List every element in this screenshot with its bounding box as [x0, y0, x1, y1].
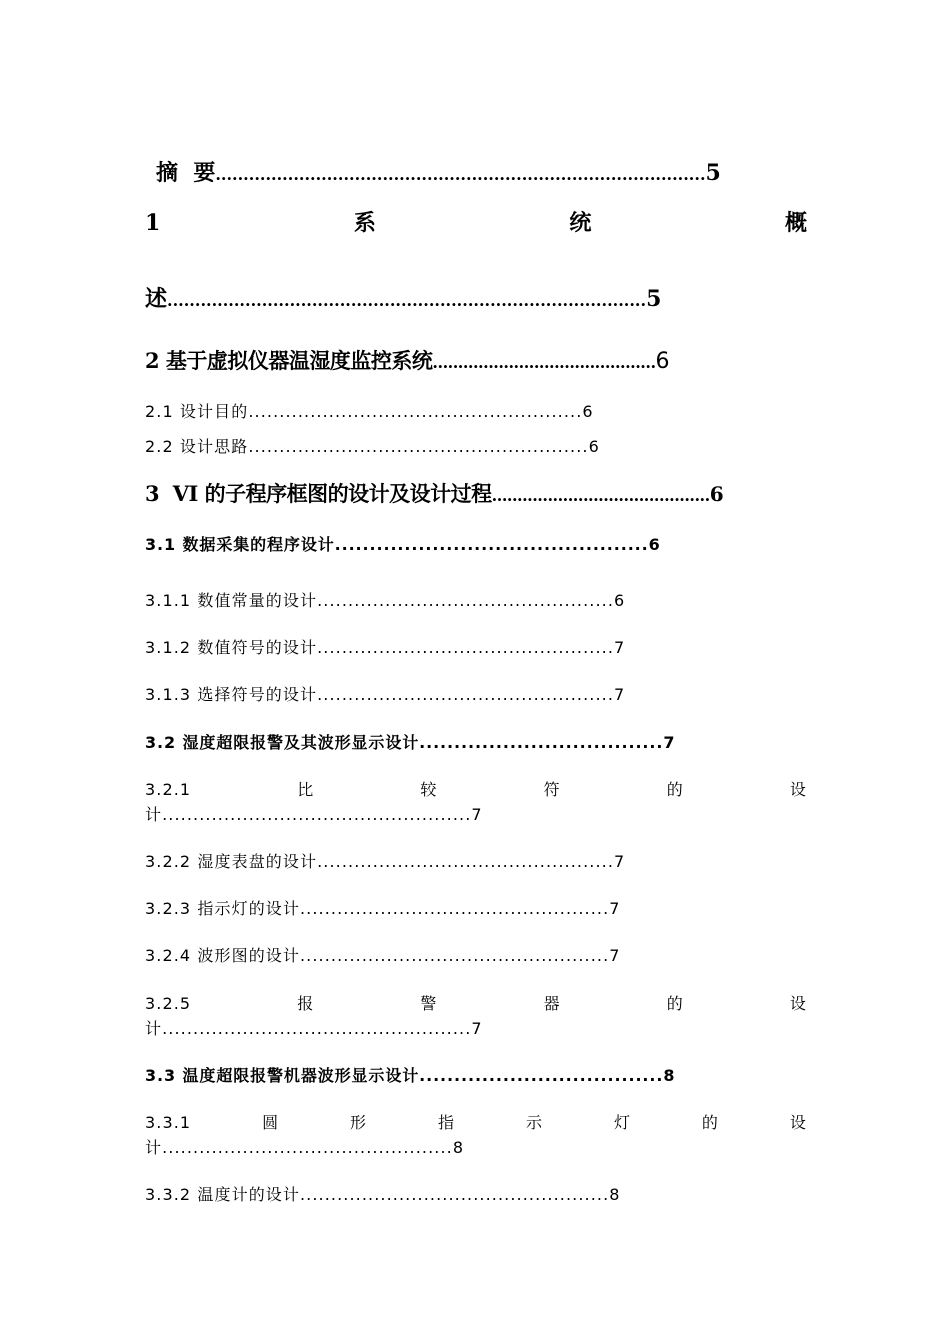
toc-label: 3.2 湿度超限报警及其波形显示设计	[145, 733, 420, 752]
toc-num: 3.3.1	[145, 1113, 192, 1132]
toc-entry-3-2-4[interactable]	[145, 948, 621, 964]
toc-word: 设	[789, 780, 807, 799]
toc-dots: .............................................	[334, 535, 649, 554]
toc-page: 6	[582, 402, 594, 421]
toc-entry-3-1-3[interactable]	[145, 687, 625, 703]
toc-word: 设	[789, 994, 807, 1013]
toc-entry-3-2-3[interactable]	[145, 901, 621, 917]
toc-word: 统	[569, 210, 592, 236]
toc-num: 3.2.1	[145, 780, 192, 799]
toc-word: 报	[297, 994, 315, 1013]
toc-label: 计	[145, 805, 163, 824]
toc-page: 7	[614, 685, 626, 704]
toc-page: 7	[609, 899, 621, 918]
toc-entry-ch1-continued[interactable]	[145, 288, 661, 310]
toc-dots: .......................................................	[248, 437, 589, 456]
toc-entry-3-2-1[interactable]	[145, 782, 807, 798]
toc-label: 3 VI 的子程序框图的设计及设计过程	[145, 481, 492, 506]
toc-page: 8	[663, 1066, 676, 1085]
toc-dots: ................................................	[317, 685, 615, 704]
toc-entry-3-3-2[interactable]	[145, 1187, 621, 1203]
toc-word: 指	[438, 1113, 456, 1132]
toc-label: 3.2.2 湿度表盘的设计	[145, 852, 318, 871]
toc-label: 2.2 设计思路	[145, 437, 249, 456]
toc-entry-ch3[interactable]	[145, 483, 723, 504]
toc-page: 8	[609, 1185, 621, 1204]
toc-label: 3.2.3 指示灯的设计	[145, 899, 300, 918]
toc-num: 1	[145, 210, 161, 236]
toc-word: 示	[525, 1113, 544, 1132]
toc-label: 3.1.1 数值常量的设计	[145, 591, 318, 610]
toc-word: 灯	[613, 1113, 632, 1132]
toc-dots: ................................................	[317, 852, 615, 871]
toc-label: 3.1.2 数值符号的设计	[145, 638, 318, 657]
toc-dots: ......................................................................................	[167, 291, 647, 310]
toc-dots: ...................................	[419, 1066, 664, 1085]
toc-label: 3.1.3 选择符号的设计	[145, 685, 318, 704]
toc-entry-3-1-1[interactable]	[145, 593, 625, 609]
toc-entry-3-3-1[interactable]	[145, 1115, 807, 1131]
toc-page: 7	[609, 946, 621, 965]
toc-page: 6	[588, 437, 600, 456]
toc-page: 6	[648, 535, 661, 554]
toc-label: 3.2.4 波形图的设计	[145, 946, 300, 965]
toc-num: 3.2.5	[145, 994, 192, 1013]
toc-label: 3.3.2 温度计的设计	[145, 1185, 300, 1204]
toc-dots: ...............................................	[162, 1138, 453, 1157]
toc-dots: ......................................................	[248, 402, 583, 421]
toc-dots: ...........................................	[491, 486, 710, 505]
toc-entry-3-3-1-continued[interactable]	[145, 1140, 464, 1156]
toc-dots: ...................................	[419, 733, 664, 752]
toc-word: 比	[297, 780, 315, 799]
toc-word: 形	[350, 1113, 368, 1132]
toc-entry-3-2-1-continued[interactable]	[145, 807, 483, 823]
toc-label: 3.3 温度超限报警机器波形显示设计	[145, 1066, 420, 1085]
toc-label: 3.1 数据采集的程序设计	[145, 535, 335, 554]
toc-dots: ..................................................	[300, 899, 610, 918]
toc-label: 述	[145, 286, 168, 312]
toc-word: 圆	[262, 1113, 280, 1132]
toc-dots: ................................................	[317, 638, 615, 657]
toc-page: 5	[705, 160, 721, 186]
toc-page: 7	[471, 805, 483, 824]
toc-dots: ............................................	[432, 353, 656, 372]
toc-dots: ..................................................	[162, 1019, 472, 1038]
toc-entry-ch2[interactable]	[145, 350, 669, 373]
toc-word: 器	[543, 994, 561, 1013]
toc-page: 7	[614, 852, 626, 871]
toc-page: 6	[655, 349, 670, 374]
toc-entry-2-1[interactable]	[145, 404, 594, 420]
toc-word: 的	[701, 1113, 720, 1132]
toc-word: 概	[784, 210, 807, 236]
toc-label: 2.1 设计目的	[145, 402, 249, 421]
toc-dots: ..................................................	[300, 1185, 610, 1204]
toc-dots: ........................................................................................	[215, 165, 706, 184]
toc-label: 计	[145, 1019, 163, 1038]
toc-entry-3-2-5[interactable]	[145, 996, 807, 1012]
toc-dots: ..................................................	[300, 946, 610, 965]
toc-word: 的	[666, 780, 684, 799]
toc-word: 的	[666, 994, 684, 1013]
toc-page: 8	[452, 1138, 465, 1157]
toc-word: 设	[789, 1113, 807, 1132]
toc-word: 较	[420, 780, 438, 799]
toc-entry-abstract[interactable]	[156, 162, 721, 184]
toc-page: 6	[614, 591, 626, 610]
toc-page: 7	[614, 638, 626, 657]
toc-entry-3-1[interactable]	[145, 537, 661, 553]
toc-entry-ch1[interactable]	[145, 212, 807, 234]
toc-dots: ..................................................	[162, 805, 472, 824]
toc-word: 系	[353, 210, 376, 236]
toc-entry-3-3[interactable]	[145, 1068, 675, 1084]
toc-page: 5	[646, 286, 662, 312]
toc-page: 6	[709, 482, 724, 506]
toc-entry-2-2[interactable]	[145, 439, 600, 455]
toc-word: 警	[420, 994, 438, 1013]
toc-dots: ................................................	[317, 591, 615, 610]
toc-entry-3-1-2[interactable]	[145, 640, 625, 656]
toc-label: 摘 要	[156, 160, 216, 186]
toc-label: 计	[145, 1138, 163, 1157]
toc-entry-3-2-5-continued[interactable]	[145, 1021, 483, 1037]
toc-page: 7	[663, 733, 676, 752]
toc-page: 7	[471, 1019, 483, 1038]
toc-label: 2 基于虚拟仪器温湿度监控系统	[145, 348, 433, 373]
toc-word: 符	[543, 780, 561, 799]
toc-entry-3-2-2[interactable]	[145, 854, 625, 870]
toc-entry-3-2[interactable]	[145, 735, 675, 751]
